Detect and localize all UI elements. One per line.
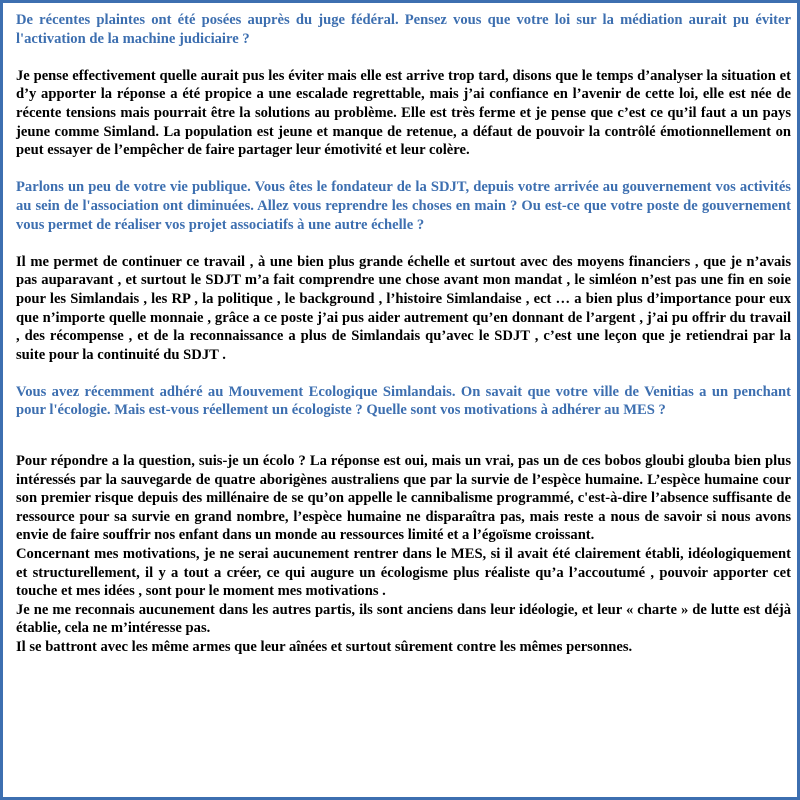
question-3: Vous avez récemment adhéré au Mouvement Ecologique Simlandais. On savait que votre ville de Venitias a un penchant pour l'écologie. Mais est-vous réellement un écologiste ? Quelle sont vos motivations à adhérer au MES ? [16, 383, 791, 419]
spacer [16, 234, 791, 253]
question-2: Parlons un peu de votre vie publique. Vous êtes le fondateur de la SDJT, depuis votre arrivée au gouvernement vos activités au sein de l'association ont diminuées. Allez vous reprendre les choses en main ? Ou est-ce que votre poste de gouvernement vous permet de réaliser vos projet associatifs à une autre échelle ? [16, 179, 791, 233]
answer-3-paragraph-2: Concernant mes motivations, je ne serai aucunement rentrer dans le MES, si il avait été clairement établi, idéologiquement et structurellement, il y a tout a créer, ce qui augure un écologisme plus réaliste qu’a l’accoutumé , pouvoir apporter cet touche et mes idées , sont pour le moment mes motivations . [16, 546, 791, 600]
spacer [16, 364, 791, 383]
answer-3-paragraph-4: Il se battront avec les même armes que leur aînées et surtout sûrement contre les mêmes personnes. [16, 639, 633, 655]
answer-3-paragraph-1: Pour répondre a la question, suis-je un écolo ? La réponse est oui, mais un vrai, pas un de ces bobos gloubi glouba bien plus intéressés par la sauvegarde de quatre aborigènes australiens que par la survie de l’espèce humaine. L’espèce humaine cour son premier risque depuis des millénaire de se qu’on appelle le cannibalisme programmé, c'est-à-dire l’absence suffisante de ressource pour sa survie en grand nombre, l’espèce humaine ne disparaîtra pas, mais reste a nous de savoir si nous avons envie de faire souffrir nos enfant dans un monde au ressources limité et a l’égoïsme croissant. [16, 453, 791, 544]
spacer [16, 160, 791, 179]
answer-2: Il me permet de continuer ce travail , à une bien plus grande échelle et surtout avec des moyens financiers , que je n’avais pas auparavant , et surtout le SDJT m’a fait comprendre une chose avant mon mandat , le simléon n’est pas une fin en soie pour les Simlandais , les RP , la politique , le background , l’histoire Simlandaise , ect … a bien plus d’importance pour eux que n’importe quelle monnaie , grâce a ce poste j’ai pus aider autrement qu’en donnant de l’argent , j’ai pu offrir du travail , des récompense , et de la reconnaissance a plus de Simlandais qu’avec le SDJT , c’est une leçon que je retiendrai par la suite pour la continuité du SDJT . [16, 253, 791, 363]
answer-1: Je pense effectivement quelle aurait pus les éviter mais elle est arrive trop tard, disons que le temps d’analyser la situation et d’y apporter la réponse a été propice a une escalade regrettable, mais j’ai confiance en l’avenir de cette loi, elle est née de récente tensions mais pourrait être la solutions au problème. Elle est très ferme et je pense que c’est ce qu’il faut a un pays jeune comme Simland. La population est jeune et manque de retenue, a défaut de pouvoir la contrôlé émotionnellement on peut essayer de l’empêcher de faire partager leur émotivité et leur colère. [16, 67, 791, 159]
question-1: De récentes plaintes ont été posées auprès du juge fédéral. Pensez vous que votre loi sur la médiation aurait pu éviter l'activation de la machine judiciaire ? [16, 12, 791, 47]
answer-3-paragraph-3: Je ne me reconnais aucunement dans les autres partis, ils sont anciens dans leur idéologie, et leur « charte » de lutte est déjà établie, cela ne m’intéresse pas. [16, 601, 791, 637]
spacer [16, 48, 791, 67]
interview-body [16, 11, 791, 657]
spacer [16, 420, 791, 452]
